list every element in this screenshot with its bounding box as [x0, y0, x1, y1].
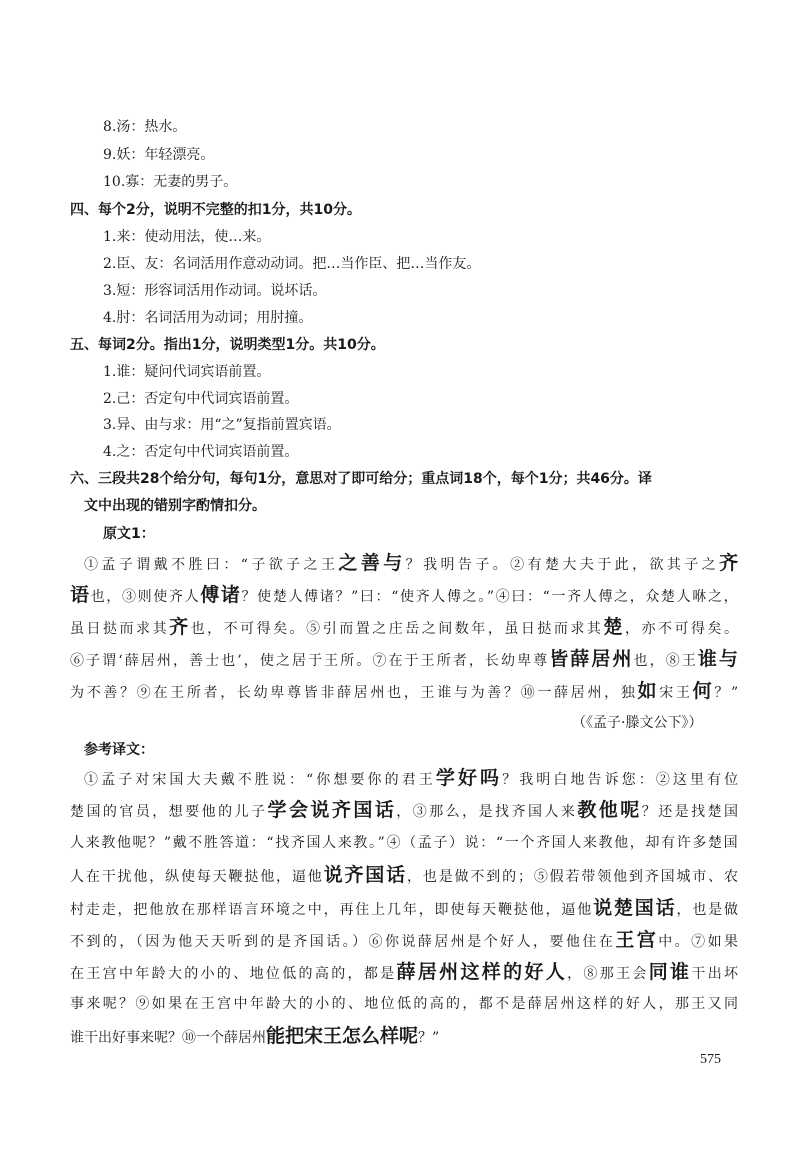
- text-line: [103, 362, 270, 382]
- text-segment: 1.来：使动用法，使…来。: [103, 229, 271, 245]
- text-segment: 10.寡：无妻的男子。: [103, 174, 238, 190]
- text-segment: 谁干出好事来呢？⑩一个薛居州: [70, 1030, 266, 1046]
- text-segment: 参考译文：: [84, 742, 154, 758]
- text-line: [70, 800, 741, 822]
- text-segment: ，也是做: [676, 902, 740, 918]
- text-line: [70, 898, 740, 920]
- text-segment: 不到的，（因为他天天听到的是齐国话。）⑥你说薛居州是个好人，要他住在: [70, 934, 616, 950]
- emphasized-text: 之善与: [338, 552, 406, 574]
- text-segment: 4.之：否定句中代词宾语前置。: [103, 444, 299, 460]
- text-segment: ，③那么，是找齐国人来: [396, 804, 578, 820]
- emphasized-text: 傅诸: [200, 584, 242, 606]
- text-line: [103, 415, 341, 435]
- emphasized-text: 说齐国话: [323, 864, 408, 886]
- text-segment: 9.妖：年轻漂亮。: [103, 147, 215, 163]
- text-line: [70, 1026, 439, 1048]
- text-line: [70, 962, 740, 984]
- text-segment: ，也是做不到的；⑤假若带领他到齐国城市、农: [407, 869, 740, 885]
- text-segment: ？”: [418, 1030, 440, 1046]
- text-segment: 事来呢？⑨如果在王宫中年龄大的小的、地位低的高的，都不是薛居州这样的好人，那王又同: [70, 996, 741, 1012]
- emphasized-text: 楚: [603, 616, 625, 638]
- text-segment: 人在干扰他，纵使每天鞭挞他，逼他: [70, 869, 324, 885]
- text-segment: ⑥子谓‘薛居州，善士也’，使之居于王所。⑦在于王所者，长幼卑尊: [70, 653, 550, 669]
- text-line: [103, 281, 326, 301]
- text-line: [103, 442, 298, 462]
- emphasized-text: 王宫: [615, 929, 659, 951]
- text-segment: 8.汤：热水。: [103, 119, 187, 135]
- emphasized-text: 皆薛居州: [549, 648, 634, 670]
- text-line: [103, 172, 237, 192]
- emphasized-text: 语: [70, 584, 91, 606]
- text-segment: 宋王: [659, 685, 693, 701]
- text-line: [70, 994, 740, 1014]
- text-line: [103, 117, 186, 137]
- text-line: [70, 617, 741, 639]
- text-segment: 干出坏: [691, 966, 741, 982]
- text-line: [103, 389, 298, 409]
- text-segment: ？”: [714, 685, 741, 701]
- text-line: [70, 649, 740, 671]
- text-line: [103, 254, 480, 274]
- emphasized-text: 教他呢: [577, 799, 642, 821]
- text-segment: 2.己：否定句中代词宾语前置。: [103, 391, 299, 407]
- text-segment: 中。⑦如果: [658, 934, 741, 950]
- text-line: [572, 713, 702, 733]
- emphasized-text: 说楚国话: [593, 897, 677, 919]
- emphasized-text: 如: [637, 680, 660, 702]
- text-segment: 村走走，把他放在那样语言环境之中，再住上几年，即使每天鞭挞他，逼他: [70, 902, 594, 918]
- text-segment: 也，不可得矣。⑤引而置之庄岳之间数年，虽日挞而求其: [190, 621, 604, 637]
- emphasized-text: 何: [692, 680, 715, 702]
- text-line: [103, 145, 214, 165]
- text-segment: ？还是找楚国: [641, 804, 741, 820]
- text-segment: 3.异、由与求：用“之”复指前置宾语。: [103, 417, 341, 433]
- text-line: [103, 308, 312, 328]
- text-segment: 楚国的官员，想要他的儿子: [70, 804, 268, 820]
- text-line: [70, 200, 361, 220]
- text-segment: 原文1：: [103, 526, 155, 542]
- emphasized-text: 薛居州这样的好人: [396, 961, 568, 983]
- text-segment: 2.臣、友：名词活用作意动动词。把…当作臣、把…当作友。: [103, 256, 481, 272]
- text-segment: 五、每词2分。指出1分，说明类型1分。共10分。: [70, 337, 385, 353]
- emphasized-text: 谁与: [697, 648, 741, 670]
- text-segment: 3.短：形容词活用作动词。说坏话。: [103, 283, 327, 299]
- text-segment: ①孟子对宋国大夫戴不胜说：“你想要你的君王: [84, 772, 436, 788]
- emphasized-text: 学会说齐国话: [267, 799, 397, 821]
- emphasized-text: 能把宋王怎么样呢: [266, 1025, 419, 1047]
- emphasized-text: 齐: [719, 552, 742, 574]
- text-line: [84, 496, 266, 516]
- emphasized-text: 同谁: [648, 961, 692, 983]
- text-segment: 六、三段共28个给分句，每句1分，意思对了即可给分；重点词18个，每个1分；共46分。译: [70, 471, 652, 487]
- text-line: [70, 930, 740, 952]
- page-number: 575: [700, 1052, 721, 1067]
- text-segment: 也，⑧王: [633, 653, 698, 669]
- text-line: [84, 553, 742, 575]
- text-segment: 文中出现的错别字酌情扣分。: [84, 498, 266, 514]
- text-segment: 为不善？⑨在王所者，长幼卑尊皆非薛居州也，王谁与为善？⑩一薛居州，独: [70, 685, 638, 701]
- text-line: [70, 833, 739, 853]
- text-line: [70, 469, 652, 489]
- text-line: [70, 335, 385, 355]
- text-segment: 4.肘：名词活用为动词；用肘撞。: [103, 310, 313, 326]
- text-line: [103, 227, 270, 247]
- text-segment: ，⑧那王会: [567, 966, 649, 982]
- text-segment: ①孟子谓戴不胜曰：“子欲子之王: [84, 557, 339, 573]
- text-line: [70, 681, 741, 703]
- text-segment: ？我明告子。②有楚大夫于此，欲其子之: [405, 557, 720, 573]
- text-segment: 四、每个2分，说明不完整的扣1分，共10分。: [70, 202, 361, 218]
- text-line: [84, 768, 741, 790]
- text-segment: 人来教他呢？”戴不胜答道：“找齐国人来教。”④（孟子）说：“一个齐国人来教他，却有许多楚国: [70, 835, 740, 851]
- text-line: [70, 585, 739, 607]
- text-line: [103, 524, 155, 544]
- text-segment: 在王宫中年龄大的小的、地位低的高的，都是: [70, 966, 397, 982]
- text-line: [70, 865, 740, 887]
- text-segment: ？我明白地告诉您：②这里有位: [502, 772, 742, 788]
- emphasized-text: 齐: [169, 616, 191, 638]
- text-segment: 也，③则使齐人: [90, 589, 201, 605]
- emphasized-text: 学好吗: [435, 767, 503, 789]
- text-segment: ，亦不可得矣。: [624, 621, 741, 637]
- text-segment: 虽日挞而求其: [70, 621, 170, 637]
- text-segment: 1.谁：疑问代词宾语前置。: [103, 364, 271, 380]
- text-segment: （《孟子·滕文公下》）: [572, 715, 703, 731]
- text-line: [84, 740, 154, 760]
- text-segment: ？使楚人傅诸？”曰：“使齐人傅之。”④曰：“一齐人傅之，众楚人咻之，: [241, 589, 740, 605]
